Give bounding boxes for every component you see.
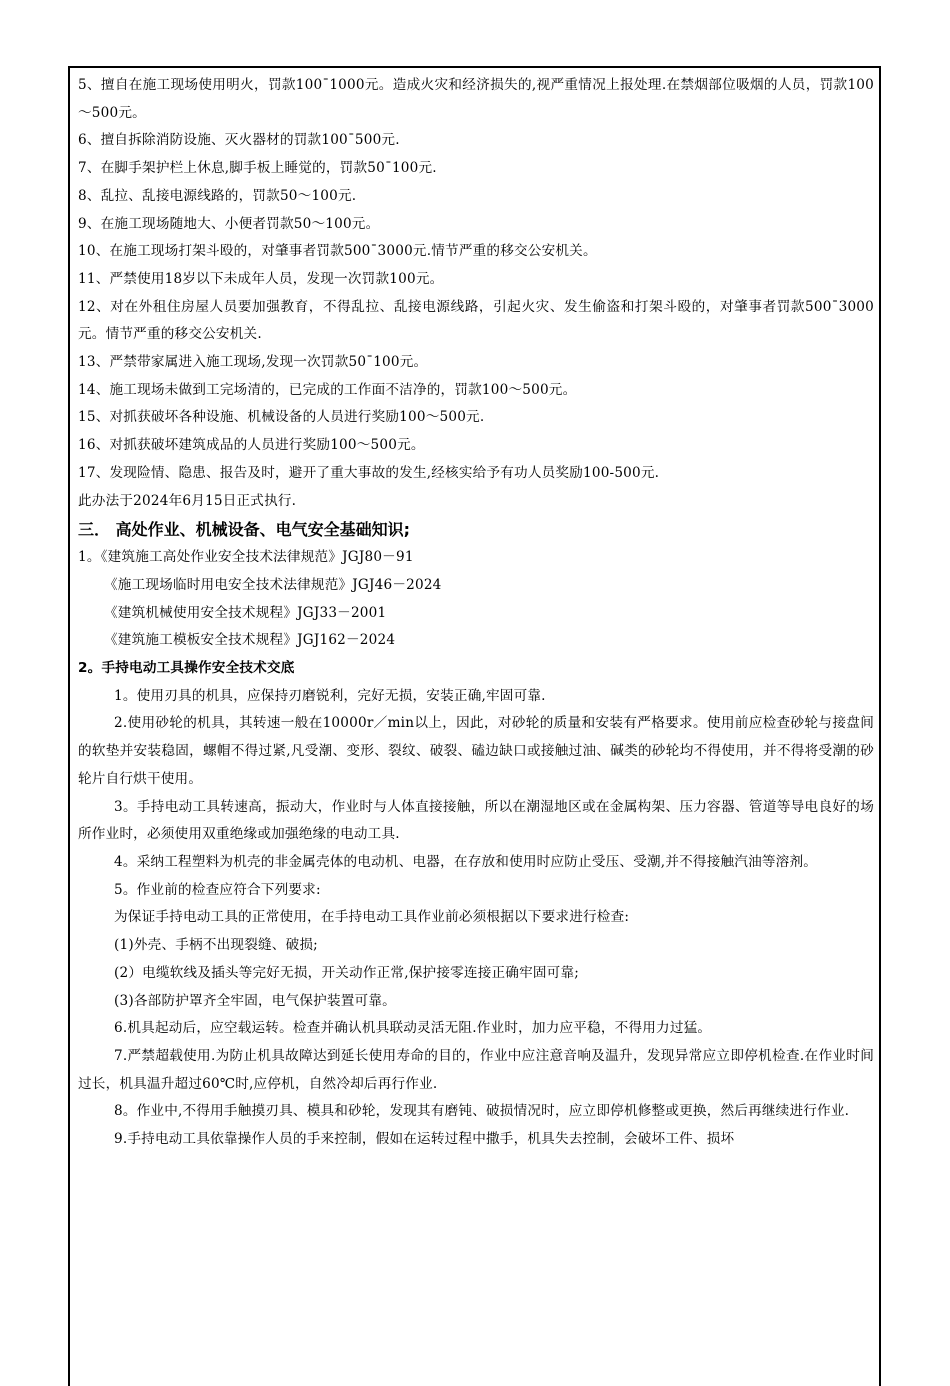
paragraph: 4。采纳工程塑料为机壳的非金属壳体的电动机、电器，在存放和使用时应防止受压、受潮,并不得接触汽油等溶剂。: [114, 853, 818, 870]
rule-item: 5、擅自在施工现场使用明火，罚款100¯1000元。造成火灾和经济损失的,视严重情况上报处理.在禁烟部位吸烟的人员，罚款100～500元。: [78, 77, 874, 121]
rule-item: 6、擅自拆除消防设施、灭火器材的罚款100¯500元.: [78, 132, 400, 149]
section-heading: 三． 高处作业、机械设备、电气安全基础知识;: [78, 520, 410, 540]
check-item: (1)外壳、手柄不出现裂缝、破损;: [114, 937, 318, 954]
paragraph: 为保证手持电动工具的正常使用，在手持电动工具作业前必须根据以下要求进行检查:: [114, 909, 630, 926]
standard-item: 《建筑施工模板安全技术规程》JGJ162－2024: [104, 632, 396, 649]
standard-item: 《建筑机械使用安全技术规程》JGJ33－2001: [104, 604, 387, 621]
standard-item: 1。《建筑施工高处作业安全技术法律规范》JGJ80－91: [78, 549, 414, 566]
paragraph: 5。作业前的检查应符合下列要求:: [114, 881, 321, 898]
check-item: (3)各部防护罩齐全牢固，电气保护装置可靠。: [114, 992, 396, 1009]
rule-item: 8、乱拉、乱接电源线路的，罚款50～100元.: [78, 187, 357, 204]
paragraph: 6.机具起动后，应空载运转。检查并确认机具联动灵活无阻.作业时，加力应平稳，不得用力过猛。: [114, 1020, 712, 1037]
rule-item: 7、在脚手架护栏上休息,脚手板上睡觉的，罚款50¯100元.: [78, 160, 437, 177]
rule-item: 9、在施工现场随地大、小便者罚款50～100元。: [78, 215, 380, 232]
document-body: [78, 72, 874, 1154]
standard-item: 《施工现场临时用电安全技术法律规范》JGJ46－2024: [104, 576, 442, 593]
paragraph: 2.使用砂轮的机具，其转速一般在10000r／min以上，因此，对砂轮的质量和安装有严格要求。使用前应检查砂轮与接盘间的软垫并安装稳固，螺帽不得过紧,凡受潮、变形、裂纹、破裂、磕边缺口或接触过油、碱类的砂轮均不得使用，并不得将受潮的砂轮片自行烘干使用。: [78, 715, 874, 787]
paragraph: 3。手持电动工具转速高，振动大，作业时与人体直接接触，所以在潮湿地区或在金属构架、压力容器、管道等导电良好的场所作业时，必须使用双重绝缘或加强绝缘的电动工具.: [78, 798, 874, 843]
paragraph: 7.严禁超载使用.为防止机具故障达到延长使用寿命的目的，作业中应注意音响及温升，发现异常应立即停机检查.在作业时间过长，机具温升超过60℃时,应停机，自然冷却后再行作业.: [78, 1047, 874, 1092]
rule-item: 13、严禁带家属进入施工现场,发现一次罚款50¯100元。: [78, 354, 428, 371]
paragraph: 9.手持电动工具依靠操作人员的手来控制，假如在运转过程中撒手，机具失去控制，会破坏工件、损坏: [114, 1131, 735, 1148]
rule-item: 15、对抓获破坏各种设施、机械设备的人员进行奖励100～500元.: [78, 409, 485, 426]
subsection-heading: 2。手持电动工具操作安全技术交底: [78, 660, 295, 677]
rule-item: 11、严禁使用18岁以下未成年人员，发现一次罚款100元。: [78, 270, 444, 287]
effective-note: 此办法于2024年6月15日正式执行.: [78, 492, 297, 509]
paragraph: 8。作业中,不得用手触摸刃具、模具和砂轮，发现其有磨钝、破损情况时，应立即停机修整或更换，然后再继续进行作业.: [114, 1103, 850, 1120]
rule-item: 10、在施工现场打架斗殴的，对肇事者罚款500¯3000元.情节严重的移交公安机关。: [78, 243, 597, 260]
rule-item: 17、发现险情、隐患、报告及时，避开了重大事故的发生,经核实给予有功人员奖励100-500元.: [78, 464, 660, 481]
rule-item: 12、对在外租住房屋人员要加强教育，不得乱拉、乱接电源线路，引起火灾、发生偷盗和打架斗殴的，对肇事者罚款500¯3000元。情节严重的移交公安机关.: [78, 298, 874, 343]
check-item: (2）电缆软线及插头等完好无损，开关动作正常,保护接零连接正确牢固可靠;: [114, 964, 580, 981]
rule-item: 14、施工现场未做到工完场清的，已完成的工作面不洁净的，罚款100～500元。: [78, 381, 577, 398]
paragraph: 1。使用刃具的机具，应保持刃磨锐利，完好无损，安装正确,牢固可靠.: [114, 687, 546, 704]
rule-item: 16、对抓获破坏建筑成品的人员进行奖励100～500元。: [78, 437, 425, 454]
